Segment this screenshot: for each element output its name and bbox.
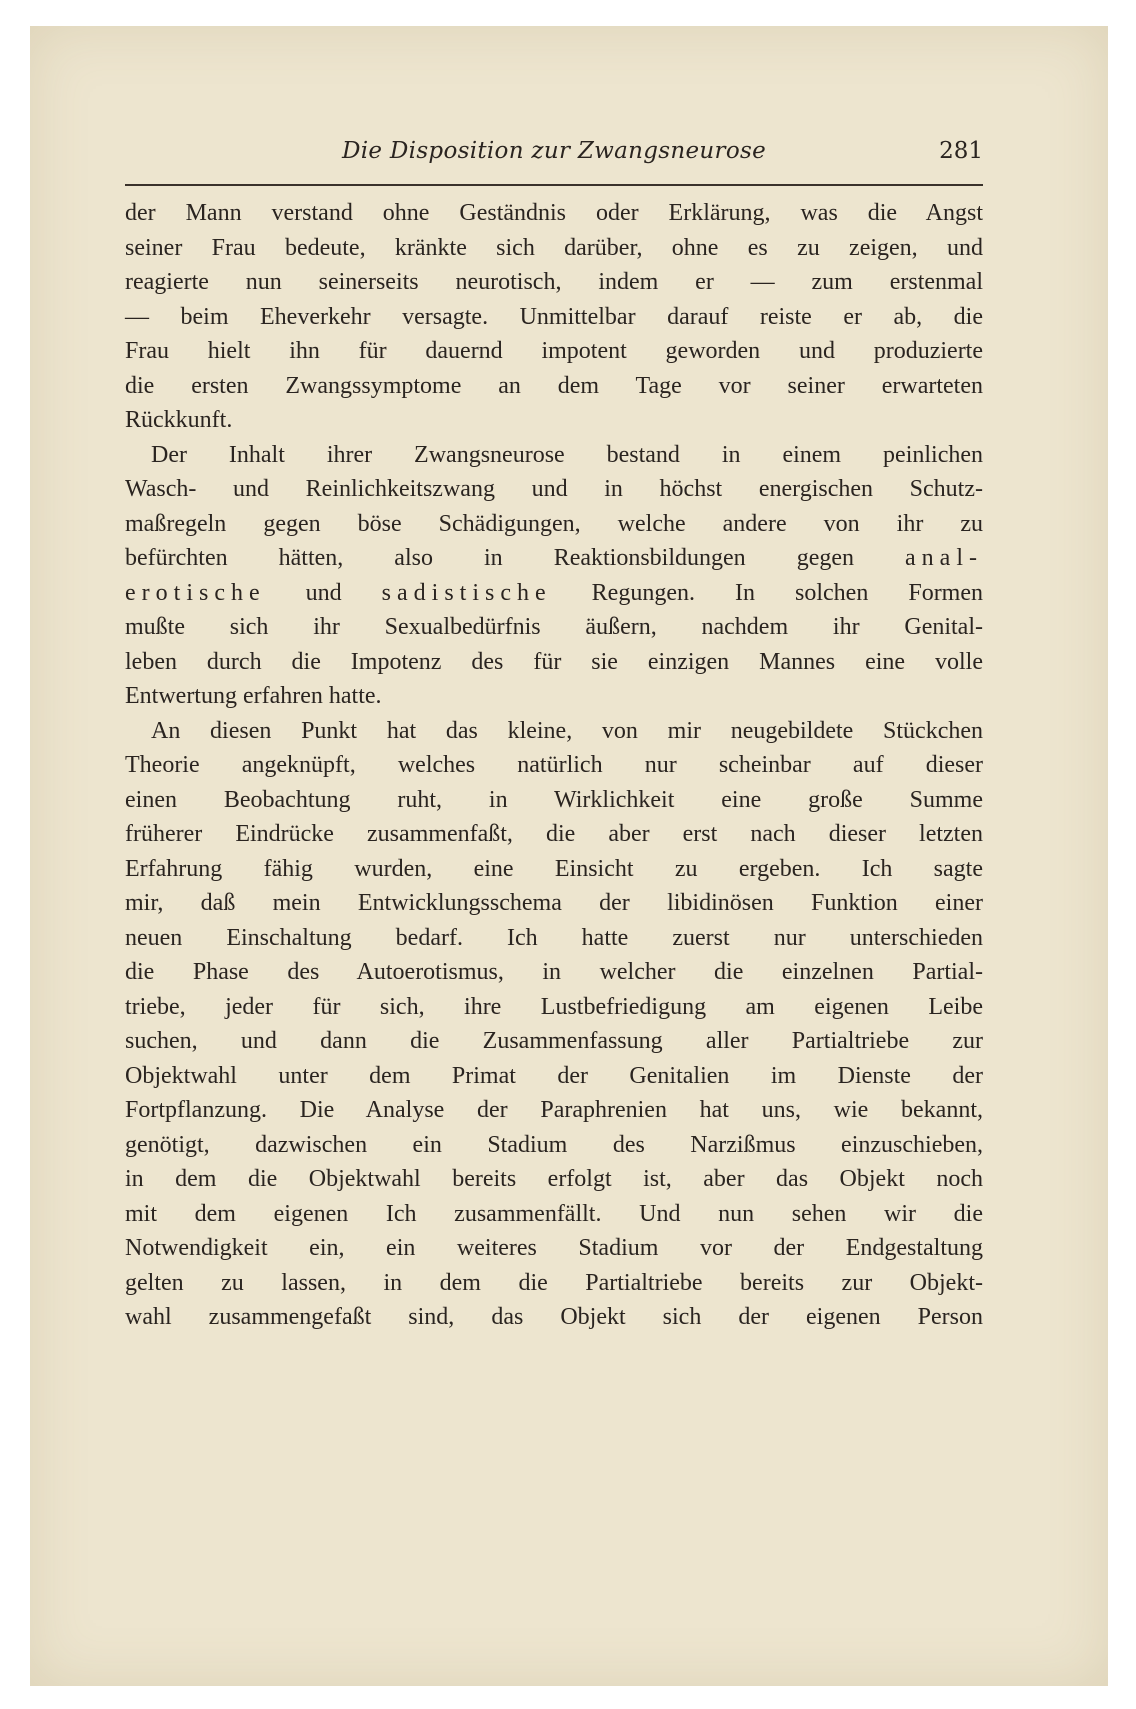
paragraph-3: [125, 714, 983, 1335]
text-line: leben durch die Impotenz des für sie einzigen Mannes eine volle: [125, 648, 983, 675]
text-line: genötigt, dazwischen ein Stadium des Narzißmus einzuschieben,: [125, 1131, 983, 1158]
header-rule: [125, 184, 983, 186]
text-line: einen Beobachtung ruht, in Wirklichkeit eine große Summe: [125, 786, 983, 813]
text-line: Entwertung erfahren hatte.: [125, 683, 382, 709]
book-page: [30, 26, 1108, 1686]
text-line: suchen, und dann die Zusammenfassung aller Partialtriebe zur: [125, 1028, 983, 1054]
text-line: mußte sich ihr Sexualbedürfnis äußern, nachdem ihr Genital-: [125, 614, 983, 640]
text-line: früherer Eindrücke zusammenfaßt, die aber erst nach dieser letzten: [125, 821, 983, 847]
text-line: Erfahrung fähig wurden, eine Einsicht zu ergeben. Ich sagte: [125, 855, 983, 882]
text-line: Rückkunft.: [125, 407, 233, 433]
text-line: reagierte nun seinerseits neurotisch, indem er — zum erstenmal: [125, 269, 983, 295]
text-line: — beim Eheverkehr versagte. Unmittelbar darauf reiste er ab, die: [125, 303, 983, 330]
text-line: wahl zusammengefaßt sind, das Objekt sich der eigenen Person: [125, 1304, 983, 1330]
text-segment: Regungen. In solchen Formen: [551, 579, 984, 606]
text-line: Der Inhalt ihrer Zwangsneurose bestand in einem peinlichen: [151, 441, 983, 468]
text-line: seiner Frau bedeute, kränkte sich darüber, ohne es zu zeigen, und: [125, 234, 983, 261]
spaced-emphasis: sadistische: [381, 579, 552, 606]
page-number: 281: [939, 138, 983, 164]
text-line: triebe, jeder für sich, ihre Lustbefriedigung am eigenen Leibe: [125, 993, 983, 1020]
text-line: Objektwahl unter dem Primat der Genitalien im Dienste der: [125, 1062, 983, 1089]
text-line-emphasis: [125, 576, 983, 611]
text-line: Frau hielt ihn für dauernd impotent geworden und produzierte: [125, 338, 983, 364]
text-line: gelten zu lassen, in dem die Partialtriebe bereits zur Objekt-: [125, 1269, 983, 1296]
spaced-emphasis: erotische: [125, 579, 266, 606]
text-line: Wasch- und Reinlichkeitszwang und in höchst energischen Schutz-: [125, 476, 983, 502]
text-line-emphasis: [125, 541, 983, 576]
running-title: Die Disposition zur Zwangsneurose: [342, 138, 766, 164]
text-line: die Phase des Autoerotismus, in welcher die einzelnen Partial-: [125, 959, 983, 985]
spaced-emphasis: anal-: [905, 545, 983, 571]
text-line: Notwendigkeit ein, ein weiteres Stadium vor der Endgestaltung: [125, 1235, 983, 1261]
text-line: maßregeln gegen böse Schädigungen, welche andere von ihr zu: [125, 510, 983, 537]
text-line: der Mann verstand ohne Geständnis oder Erklärung, was die Angst: [125, 200, 983, 226]
text-segment: befürchten hätten, also in Reaktionsbildungen gegen: [125, 545, 906, 571]
running-head: [125, 138, 983, 178]
paragraph-1: [125, 196, 983, 438]
text-line: in dem die Objektwahl bereits erfolgt ist, aber das Objekt noch: [125, 1166, 983, 1192]
text-line: mir, daß mein Entwicklungsschema der libidinösen Funktion einer: [125, 890, 983, 916]
text-line: Theorie angeknüpft, welches natürlich nur scheinbar auf dieser: [125, 752, 983, 778]
text-line: neuen Einschaltung bedarf. Ich hatte zuerst nur unterschieden: [125, 924, 983, 951]
text-line: An diesen Punkt hat das kleine, von mir neugebildete Stückchen: [151, 717, 983, 744]
text-line: mit dem eigenen Ich zusammenfällt. Und nun sehen wir die: [125, 1200, 983, 1227]
text-segment: und: [265, 579, 382, 606]
body-text: [125, 196, 983, 1335]
paragraph-2: [125, 438, 983, 714]
text-line: die ersten Zwangssymptome an dem Tage vor seiner erwarteten: [125, 372, 983, 399]
text-line: Fortpflanzung. Die Analyse der Paraphrenien hat uns, wie bekannt,: [125, 1097, 983, 1123]
